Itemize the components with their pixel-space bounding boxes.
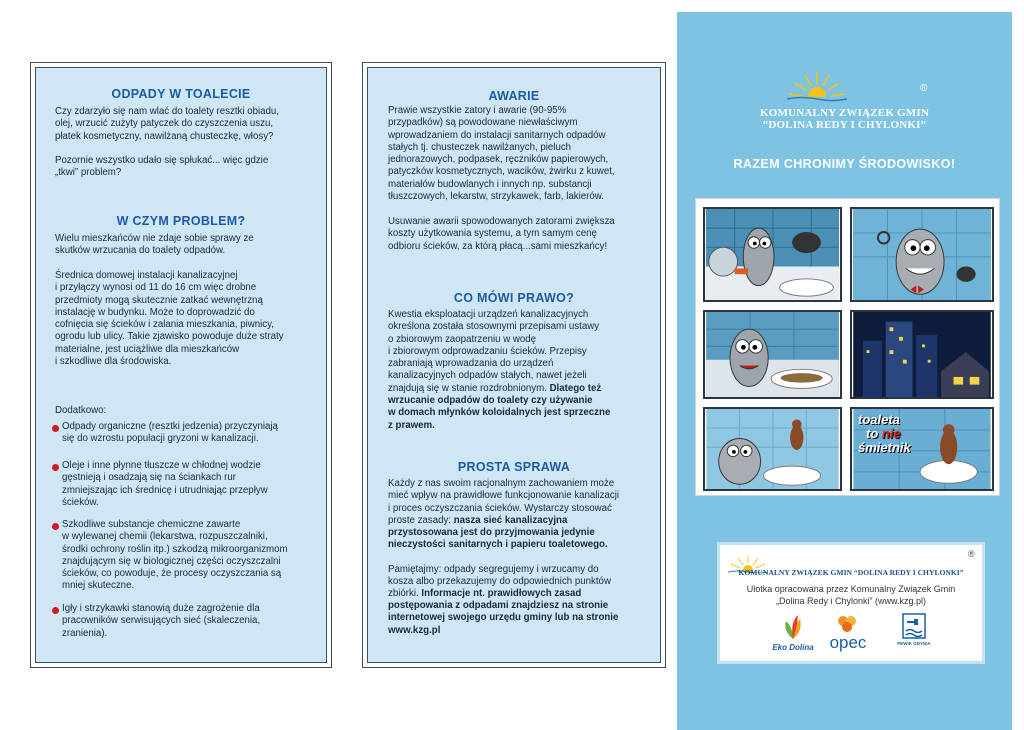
section-title-co-mowi-prawo: CO MÓWI PRAWO? bbox=[453, 291, 575, 305]
comic-strip bbox=[695, 198, 1000, 496]
problem-paragraph-2: Średnica domowej instalacji kanalizacyjnej i przyłączy wynosi od 11 do 16 cm więc drobne przedmioty mogą skutecznie zatkać wewnętrzną instalację w budynku. Może to doprowadzić do cofnięcia się ścieków i zalania mieszkania, piwnicy, ogrodu lub ulicy. Takie zjawisko powoduje duże straty materialne, jest uciążliwe dla mieszkańców i szkodliwe dla środowiska. bbox=[55, 270, 284, 368]
org-name-line2: “DOLINA REDY I CHYLONKI” bbox=[762, 119, 927, 131]
publisher-org-name: KOMUNALNY ZWIĄZEK GMIN “DOLINA REDY I CHYLONKI” bbox=[738, 568, 964, 577]
cover-slogan: RAZEM CHRONIMY ŚRODOWISKO! bbox=[733, 157, 956, 171]
publisher-line-1: Ulotka opracowana przez Komunalny Związek Gmin bbox=[746, 584, 956, 594]
problem-paragraph-1: Wielu mieszkańców nie zdaje sobie sprawy ze skutków wrzucania do toalety odpadów. bbox=[55, 233, 254, 257]
section-title-awarie: AWARIE bbox=[488, 89, 540, 103]
section-title-prosta-sprawa: PROSTA SPRAWA bbox=[457, 460, 571, 474]
odpady-paragraph-1: Czy zdarzyło się nam wlać do toalety resztki obiadu, olej, wrzucić zużyty patyczek do czyszczenia uszu, płatek kosmetyczny, nawilżaną chusteczkę, włosy? bbox=[55, 106, 279, 142]
publisher-box bbox=[717, 542, 985, 664]
bullet-dot bbox=[52, 607, 59, 614]
cover-panel bbox=[677, 12, 1012, 730]
pewik-label: PEWIK GDYNIA bbox=[897, 641, 931, 646]
pewik-logo-icon bbox=[902, 613, 926, 639]
opec-logo-icon bbox=[836, 615, 858, 633]
comic-panel-drain-icon bbox=[703, 310, 842, 399]
sun-logo-icon bbox=[787, 70, 847, 102]
prosta-sprawa-rule: proste zasady: nasza sieć kanalizacyjna bbox=[388, 515, 568, 526]
registered-mark-small: ® bbox=[968, 549, 975, 559]
comic-panel-hair-icon bbox=[703, 207, 842, 302]
comic-panel-rats-icon bbox=[703, 407, 842, 491]
bullet-dot bbox=[52, 425, 59, 432]
odpady-paragraph-2: Pozornie wszystko udało się spłukać... więc gdzie „tkwi” problem? bbox=[55, 155, 269, 179]
bullet-item: Szkodliwe substancje chemiczne zawarte w wylewanej chemii (lekarstwa, rozpuszczalniki, środki ochrony roślin itp.) szkodzą mikroorganizmom znajdującym się w biologicznej części oczyszczalni ścieków, co powoduje, że procesy oczyszczania są mniej skuteczne. bbox=[62, 519, 288, 592]
eko-dolina-label: Eko Dolina bbox=[772, 643, 814, 652]
prawo-paragraph: Kwestia eksploatacji urządzeń kanalizacyjnych określona została stosownymi przepisami ustawy o zbiorowym zaopatrzeniu w wodę i zbiorowym odprowadzaniu ścieków. Przepisy zabraniają wprowadzania do urządzeń kanalizacyjnych odpadów stałych, nawet jeżeli bbox=[388, 309, 600, 382]
pamietajmy-paragraph-mixed: zbiórki. Informacje nt. prawidłowych zasad bbox=[388, 588, 582, 599]
bullet-item: Igły i strzykawki stanowią duże zagrożenie dla pracowników serwisujących sieć (skaleczenia, zranienia). bbox=[62, 603, 261, 639]
awarie-paragraph-1: Prawie wszystkie zatory i awarie (90-95% przypadków) są powodowane niewłaściwym wprowadzaniem do instalacji sanitarnych odpadów stałych tj. chusteczek nawilżanych, pieluch jednorazowych, podpasek, ręczników papierowych, patyczków kosmetycznych, wacików, żwirku z kuwet, materiałów budowlanych i innych np. substancji tłuszczowych, lekarstw, strzykawek, farb, lakierów. bbox=[388, 105, 615, 203]
opec-label: opec bbox=[829, 633, 867, 652]
bullet-dot bbox=[52, 523, 59, 530]
pamietajmy-paragraph-bold: postępowania z odpadami znajdziesz na stronie internetowej swojego urzędu gminy lub na stronie www.kzg.pl bbox=[388, 600, 619, 636]
bullet-item: Oleje i inne płynne tłuszcze w chłodnej wodzie gęstnieją i osadzają się na ściankach rur zmniejszając ich średnicę i utrudniając przepływ ścieków. bbox=[62, 460, 268, 508]
section-title-odpady: ODPADY W TOALECIE bbox=[111, 87, 251, 101]
pamietajmy-paragraph: Pamiętajmy: odpady segregujemy i wrzucamy do kosza albo przekazujemy do odpowiednich punktów bbox=[388, 564, 611, 588]
comic-caption: toaleta to nie śmietnik bbox=[858, 412, 911, 455]
org-name-line1: KOMUNALNY ZWIĄZEK GMIN bbox=[760, 107, 929, 119]
prawo-paragraph-end: znajdują się w stanie rozdrobnionym. Dlatego też bbox=[388, 383, 602, 394]
comic-panel-night-city-icon bbox=[850, 310, 994, 399]
eko-dolina-logo-icon bbox=[778, 613, 808, 641]
bullet-dot bbox=[52, 464, 59, 471]
publisher-line-2: „Dolina Redy i Chylonki” (www.kzg.pl) bbox=[775, 596, 927, 606]
prosta-sprawa-rule-bold: przystosowana jest do przyjmowania jedynie nieczystości sanitarnych i papieru toaletowego. bbox=[388, 527, 608, 551]
registered-mark: ® bbox=[920, 83, 928, 94]
awarie-paragraph-2: Usuwanie awarii spowodowanych zatorami zwiększa koszty użytkowania systemu, a tym samym cenę odbioru ścieków, za którą płacą...sami mieszkańcy! bbox=[388, 216, 615, 252]
comic-panel-ok-icon bbox=[850, 207, 994, 302]
section-title-w-czym-problem: W CZYM PROBLEM? bbox=[116, 214, 246, 228]
prawo-paragraph-bold: wrzucanie odpadów do toalety czy używanie w domach młynków koloidalnych jest sprzeczne z prawem. bbox=[388, 395, 611, 431]
prosta-sprawa-paragraph: Każdy z nas swoim racjonalnym zachowaniem może mieć wpływ na prawidłowe funkcjonowanie kanalizacji i proces oczyszczania ścieków. Wystarczy stosować bbox=[388, 478, 619, 514]
additional-label: Dodatkowo: bbox=[55, 405, 107, 416]
bullet-item: Odpady organiczne (resztki jedzenia) przyczyniają się do wzrostu populacji gryzoni w kanalizacji. bbox=[62, 421, 278, 445]
